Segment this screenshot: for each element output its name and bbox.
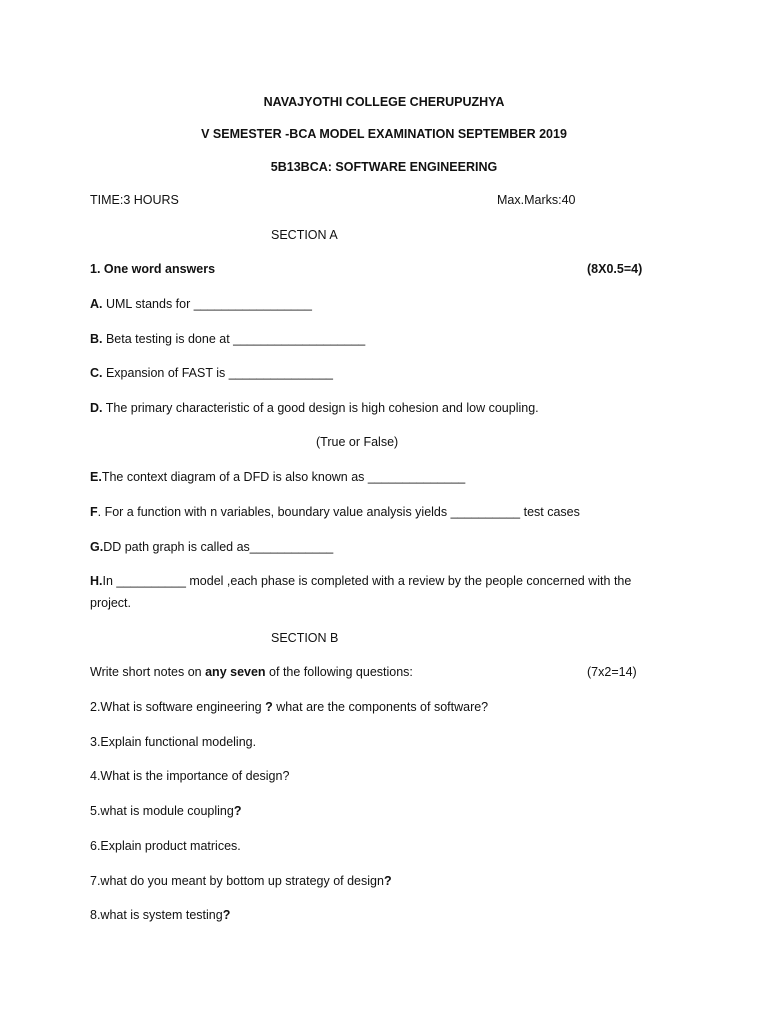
item-label: D. xyxy=(90,401,103,415)
course-title: 5B13BCA: SOFTWARE ENGINEERING xyxy=(270,160,498,174)
instruction-emphasis: any seven xyxy=(205,665,266,679)
question-row xyxy=(90,803,241,819)
question-text: 7.what do you meant by bottom up strategy of design xyxy=(90,874,384,888)
question-text: 3.Explain functional modeling. xyxy=(90,735,257,749)
item-label: C. xyxy=(90,366,103,380)
question-item xyxy=(90,469,465,485)
question-mark: ? xyxy=(383,874,392,888)
item-text: The context diagram of a DFD is also known as ______________ xyxy=(101,470,466,484)
question-text: 4.What is the importance of design? xyxy=(90,769,290,783)
question-text: 5.what is module coupling xyxy=(90,804,234,818)
section-b-marks: (7x2=14) xyxy=(587,665,637,679)
section-b-heading: SECTION B xyxy=(271,631,339,645)
instruction-pre: Write short notes on xyxy=(90,665,206,679)
exam-duration: TIME:3 HOURS xyxy=(90,193,179,207)
item-text: UML stands for _________________ xyxy=(102,297,312,311)
exam-title: V SEMESTER -BCA MODEL EXAMINATION SEPTEMBER 2019 xyxy=(201,127,567,141)
question-text-tail: what are the components of software? xyxy=(272,700,489,714)
question-item xyxy=(90,365,333,381)
question-item xyxy=(90,570,675,614)
question-row xyxy=(90,907,230,923)
question-text: 8.what is system testing xyxy=(90,908,223,922)
item-text: . For a function with n variables, boundary value analysis yields __________ test cases xyxy=(97,505,580,519)
question-1-marks: (8X0.5=4) xyxy=(587,262,643,276)
item-label: F xyxy=(90,505,98,519)
item-label: H. xyxy=(90,574,103,588)
question-row xyxy=(90,734,256,750)
question-item xyxy=(90,539,333,555)
true-false-note: (True or False) xyxy=(316,435,399,449)
section-a-heading: SECTION A xyxy=(271,228,338,242)
college-name: NAVAJYOTHI COLLEGE CHERUPUZHYA xyxy=(263,95,505,109)
item-text: Beta testing is done at ___________________ xyxy=(102,332,366,346)
item-label: G. xyxy=(90,540,104,554)
question-mark: ? xyxy=(265,700,273,714)
question-row xyxy=(90,699,488,715)
item-label: B. xyxy=(90,332,103,346)
question-row xyxy=(90,838,241,854)
item-label: E. xyxy=(90,470,102,484)
question-item xyxy=(90,331,365,347)
question-item xyxy=(90,296,312,312)
instruction-post: of the following questions: xyxy=(265,665,413,679)
max-marks: Max.Marks:40 xyxy=(497,193,576,207)
question-mark: ? xyxy=(233,804,242,818)
question-text: 2.What is software engineering xyxy=(90,700,266,714)
item-text: Expansion of FAST is _______________ xyxy=(102,366,333,380)
item-text: The primary characteristic of a good design is high cohesion and low coupling. xyxy=(102,401,539,415)
question-item xyxy=(90,504,580,520)
question-mark: ? xyxy=(222,908,231,922)
question-row xyxy=(90,873,392,889)
question-row xyxy=(90,768,289,784)
question-item xyxy=(90,400,539,416)
question-text: 6.Explain product matrices. xyxy=(90,839,241,853)
section-b-instruction xyxy=(90,664,413,680)
item-label: A. xyxy=(90,297,103,311)
question-1-title: 1. One word answers xyxy=(90,262,216,276)
item-text: DD path graph is called as____________ xyxy=(103,540,334,554)
item-text: In __________ model ,each phase is completed with a review by the people concerned with the project. xyxy=(90,574,632,610)
